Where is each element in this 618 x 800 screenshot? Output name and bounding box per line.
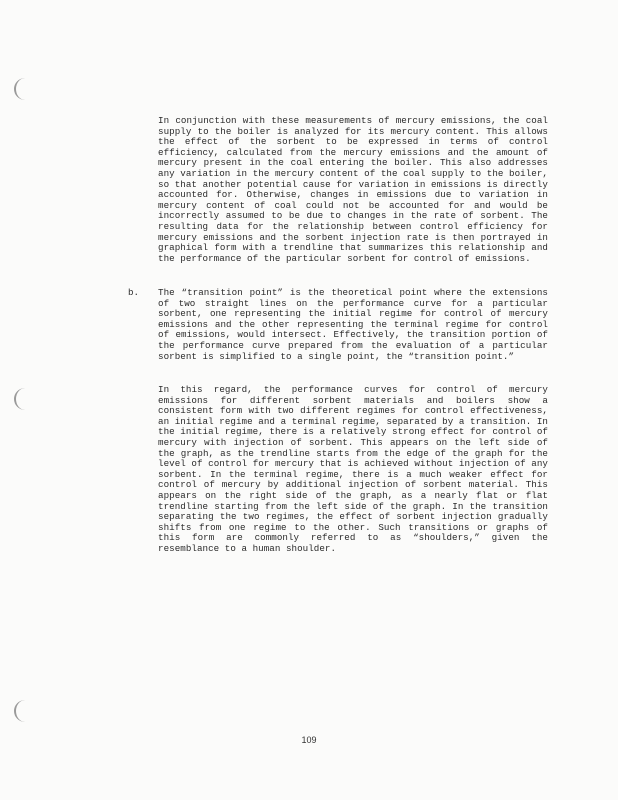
- page-number: 109: [301, 735, 317, 745]
- body-paragraph: In this regard, the performance curves for control of mercury emissions for different sorbent materials and boilers show a consistent form with two different regimes for control effectiveness, an initial regime and a terminal regime, separated by a transition. In the initial regime, there is a relatively strong effect for control of mercury with injection of sorbent. This appears on the left side of the graph, as the trendline starts from the edge of the graph for the level of control for mercury that is achieved without injection of any sorbent. In the terminal regime, there is a much weaker effect for control of mercury by additional injection of sorbent material. This appears on the right side of the graph, as a nearly flat or flat trendline starting from the left side of the graph. In the transition separating the two regimes, the effect of sorbent injection gradually shifts from one regime to the other. Such transitions or graphs of this form are commonly referred to as “shoulders,” given the resemblance to a human shoulder.: [158, 384, 548, 554]
- binder-hole-mark: [14, 78, 30, 100]
- body-paragraph: In conjunction with these measurements of mercury emissions, the coal supply to the boiler is analyzed for its mercury content. This allows the effect of the sorbent to be expressed in terms of control efficiency, calculated from the mercury emissions and the amount of mercury present in the coal entering the boiler. This also addresses any variation in the mercury content of the coal supply to the boiler, so that another potential cause for variation in emissions is directly accounted for. Otherwise, changes in emissions due to variation in mercury content of coal could not be accounted for and would be incorrectly assumed to be due to changes in the rate of sorbent. The resulting data for the relationship between control efficiency for mercury emissions and the sorbent injection rate is then portrayed in graphical form with a trendline that summarizes this relationship and the performance of the particular sorbent for control of emissions.: [158, 115, 548, 264]
- body-paragraph: The “transition point” is the theoretical point where the extensions of two straight lines on the performance curve for a particular sorbent, one representing the initial regime for control of mercury emissions and the other representing the terminal regime for control of emissions, would intersect. Effectively, the transition portion of the performance curve prepared from the evaluation of a particular sorbent is simplified to a single point, the “transition point.”: [158, 287, 548, 362]
- binder-hole-mark: [14, 388, 30, 410]
- list-item-marker: b.: [128, 287, 140, 298]
- binder-hole-mark: [14, 700, 30, 722]
